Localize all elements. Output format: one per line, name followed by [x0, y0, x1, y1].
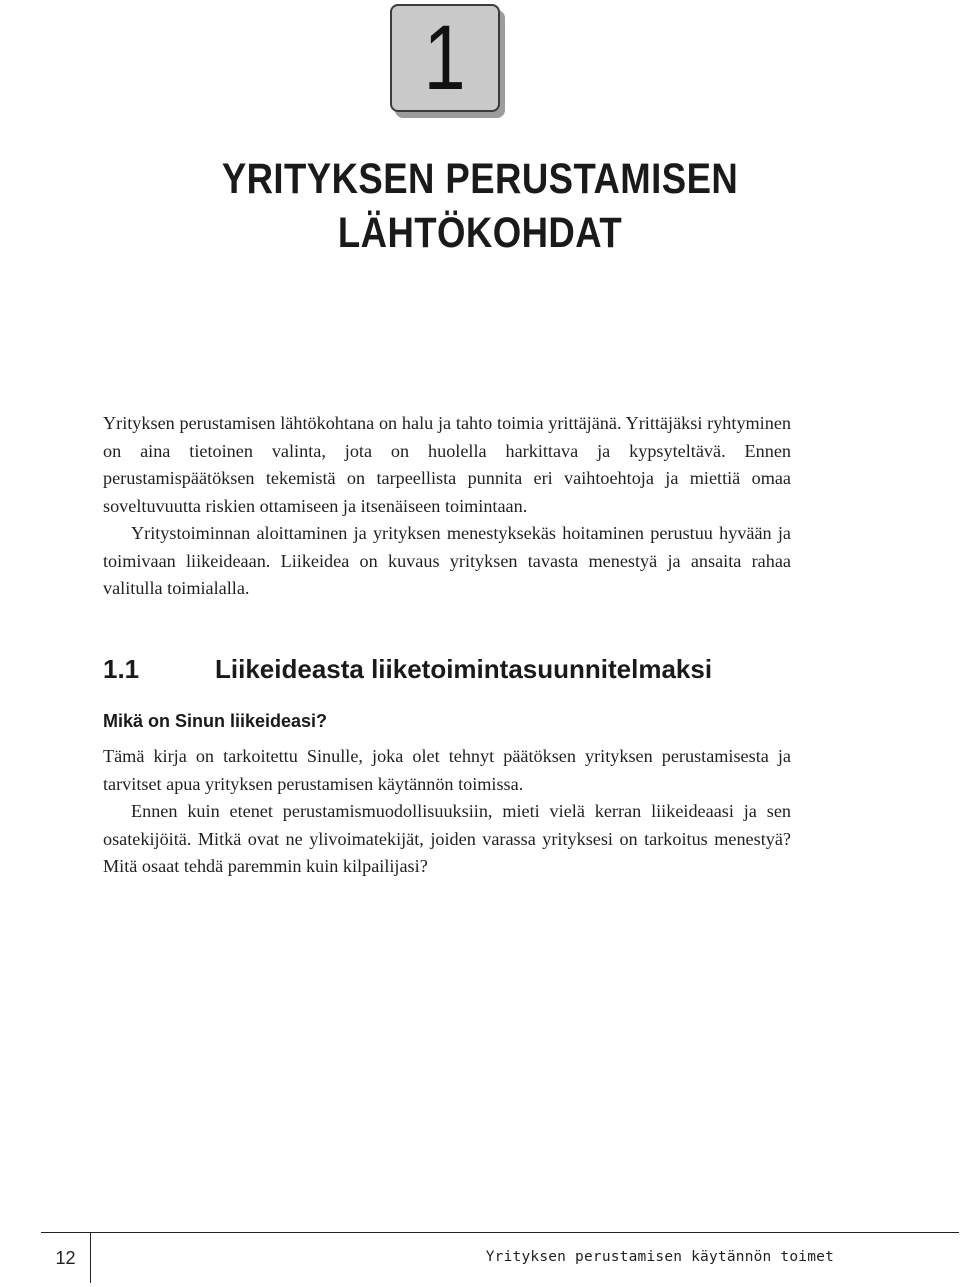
chapter-title: [120, 152, 840, 260]
section-paragraph-2: Ennen kuin etenet perustamismuodollisuuksiin, mieti vielä kerran liikeideaasi ja sen osatekijöitä. Mitkä ovat ne ylivoimatekijät, joiden varassa yrityksesi on tarkoitus menestyä? Mitä osaat tehdä paremmin kuin kilpailijasi?: [103, 801, 791, 876]
page-footer: [41, 1232, 959, 1282]
intro-paragraph-2: Yritystoiminnan aloittaminen ja yrityksen menestyksekäs hoitaminen perustuu hyvään ja toimivaan liikeideaan. Liikeidea on kuvaus yrityksen tavasta menestyä ja ansaita rahaa valitulla toimialalla.: [103, 523, 791, 598]
intro-paragraph-1: Yrityksen perustamisen lähtökohtana on halu ja tahto toimia yrittäjänä. Yrittäjäksi ryhtyminen on aina tietoinen valinta, jota on huolella harkittava ja kypsyteltävä. Ennen perustamispäätöksen tekemistä on tarpeellista punnita eri vaihtoehtoja ja miettiä omaa soveltuvuutta riskien ottamiseen ja itsenäiseen toimintaan.: [103, 413, 791, 516]
chapter-title-line-2: LÄHTÖKOHDAT: [337, 209, 623, 257]
subheading: Mikä on Sinun liikeideasi?: [103, 711, 328, 731]
intro-text: [103, 410, 791, 603]
page-number: 12: [55, 1247, 76, 1268]
section-number: 1.1: [103, 654, 140, 684]
section-body-text: [103, 743, 791, 881]
section-title: Liikeideasta liiketoimintasuunnitelmaksi: [215, 654, 713, 684]
chapter-number-box: [390, 4, 500, 112]
section-paragraph-1: Tämä kirja on tarkoitettu Sinulle, joka olet tehnyt päätöksen yrityksen perustamisesta ja tarvitset apua yrityksen perustamisen käytännön toimissa.: [103, 746, 791, 794]
running-title: Yrityksen perustamisen käytännön toimet: [485, 1249, 834, 1265]
section-heading: [103, 651, 712, 687]
chapter-title-line-1: YRITYKSEN PERUSTAMISEN: [221, 155, 739, 203]
page-number-box: [41, 1233, 91, 1283]
chapter-number: 1: [424, 7, 466, 109]
